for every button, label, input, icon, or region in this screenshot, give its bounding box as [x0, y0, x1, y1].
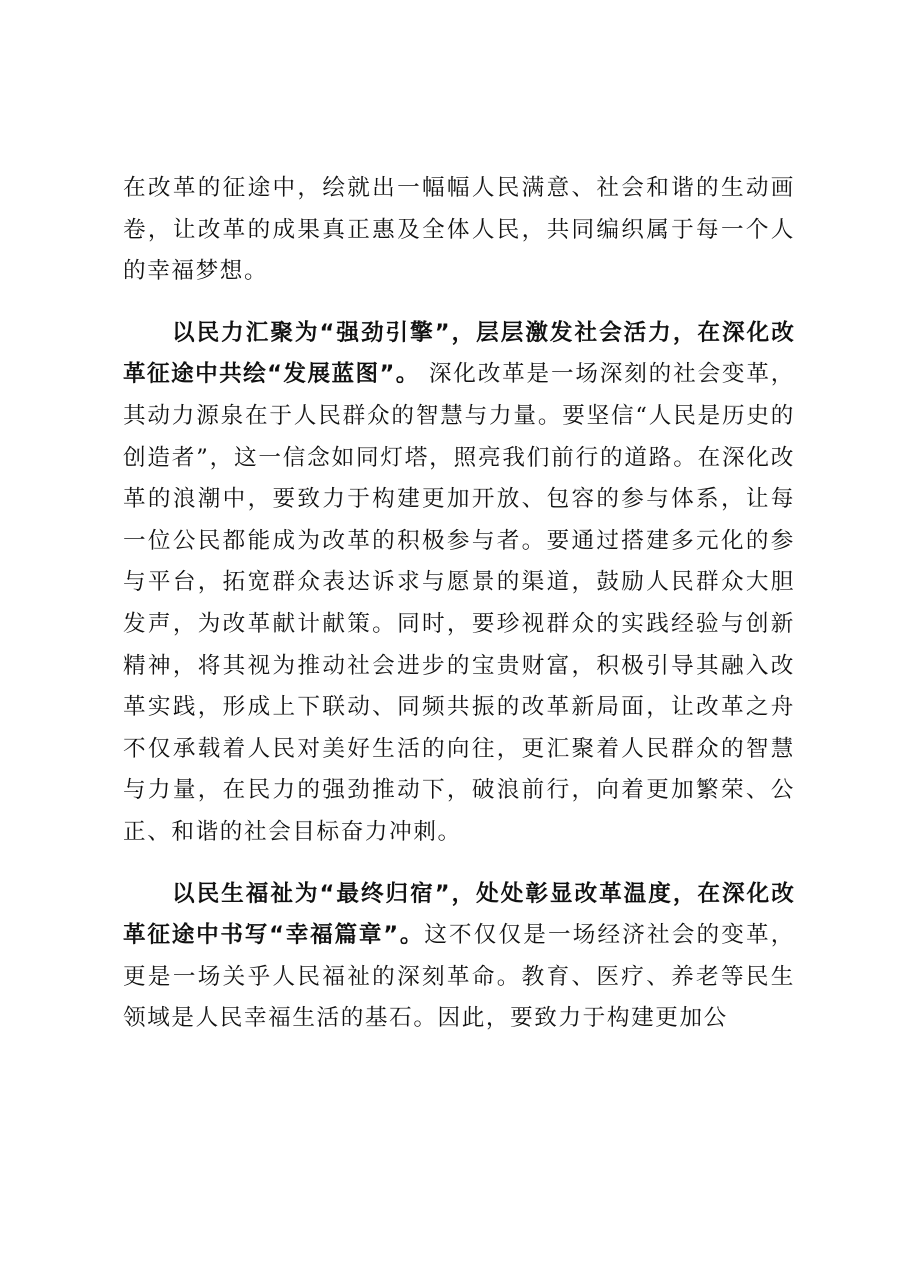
paragraph-1 — [123, 168, 795, 293]
paragraph-2-body: 深化改革是一场深刻的社会变革，其动力源泉在于人民群众的智慧与力量。要坚信“人民是历史的创造者”，这一信念如同灯塔，照亮我们前行的道路。在深化改革的浪潮中，要致力于构建更加开放、包容的参与体系，让每一位公民都能成为改革的积极参与者。要通过搭建多元化的参与平台，拓宽群众表达诉求与愿景的渠道，鼓励人民群众大胆发声，为改革献计献策。同时，要珍视群众的实践经验与创新精神，将其视为推动社会进步的宝贵财富，积极引导其融入改革实践，形成上下联动、同频共振的改革新局面，让改革之舟不仅承载着人民对美好生活的向往，更汇聚着人民群众的智慧与力量，在民力的强劲推动下，破浪前行，向着更加繁荣、公正、和谐的社会目标奋力冲刺。 — [123, 361, 795, 845]
paragraph-3 — [123, 874, 795, 1040]
paragraph-3-lead: 以民生福祉为“最终归宿”，处处彰显改革温度，在深化改革征途中书写“幸福篇章”。 — [123, 880, 795, 949]
paragraph-2 — [123, 313, 795, 854]
paragraph-1-body: 在改革的征途中，绘就出一幅幅人民满意、社会和谐的生动画卷，让改革的成果真正惠及全体人民，共同编织属于每一个人的幸福梦想。 — [123, 175, 795, 285]
document-body — [123, 168, 795, 1040]
paragraph-2-lead: 以民力汇聚为“强劲引擎”，层层激发社会活力，在深化改革征途中共绘“发展蓝图”。 — [123, 319, 795, 388]
paragraph-3-body: 这不仅仅是一场经济社会的变革，更是一场关乎人民福祉的深刻革命。教育、医疗、养老等民生领域是人民幸福生活的基石。因此，要致力于构建更加公 — [123, 922, 796, 1032]
